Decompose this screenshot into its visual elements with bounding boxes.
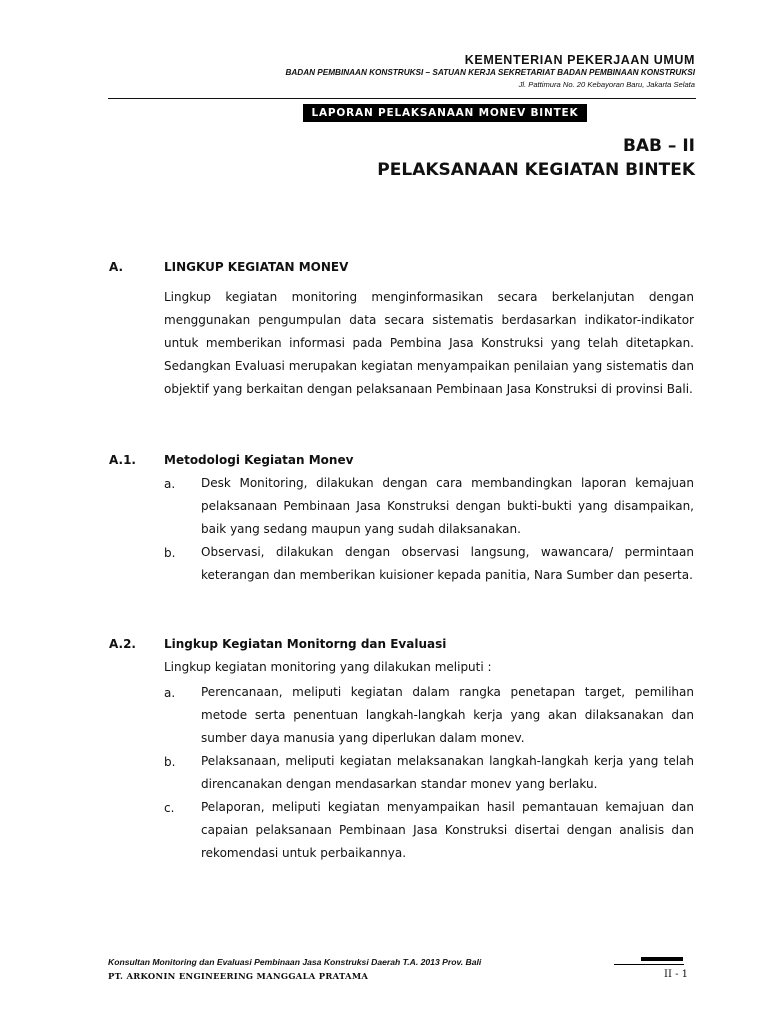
list-item: Perencanaan, meliputi kegiatan dalam rangka penetapan target, pemilihan metode serta penentuan langkah-langkah kerja yang akan dilaksanakan dan sumber daya manusia yang diperlukan dalam monev.: [201, 685, 694, 745]
list-marker: c.: [164, 801, 175, 815]
section-a-number: A.: [109, 260, 124, 274]
section-a2-number: A.2.: [109, 637, 136, 651]
list-marker: a.: [164, 686, 176, 700]
section-a-title: LINGKUP KEGIATAN MONEV: [164, 260, 349, 274]
list-marker: b.: [164, 546, 176, 560]
section-a-body: Lingkup kegiatan monitoring menginformasikan secara berkelanjutan dengan menggunakan pengumpulan data secara sistematis berdasarkan indikator-indikator untuk memberikan informasi pada Pembina Jasa Konstruksi yang telah ditetapkan. Sedangkan Evaluasi merupakan kegiatan menyampaikan penilaian yang sistematis dan objektif yang berkaitan dengan pelaksanaan Pembinaan Jasa Konstruksi di provinsi Bali.: [164, 290, 694, 396]
list-item: Pelaksanaan, meliputi kegiatan melaksanakan langkah-langkah kerja yang telah direncanakan dengan mendasarkan standar monev yang berlaku.: [201, 754, 694, 791]
header-divider: [108, 98, 696, 99]
list-item: Desk Monitoring, dilakukan dengan cara membandingkan laporan kemajuan pelaksanaan Pembinaan Jasa Konstruksi dengan bukti-bukti yang disampaikan, baik yang sedang maupun yang sudah dilaksanakan.: [201, 476, 694, 536]
ministry-name: KEMENTERIAN PEKERJAAN UMUM: [464, 53, 695, 67]
section-a2-intro: Lingkup kegiatan monitoring yang dilakukan meliputi :: [164, 660, 492, 674]
section-a1-title: Metodologi Kegiatan Monev: [164, 453, 354, 467]
agency-name: BADAN PEMBINAAN KONSTRUKSI – SATUAN KERJA SEKRETARIAT BADAN PEMBINAAN KONSTRUKSI: [285, 68, 695, 77]
footer-company: PT. ARKONIN ENGINEERING MANGGALA PRATAMA: [108, 971, 369, 981]
list-marker: a.: [164, 477, 176, 491]
page-number: II - 1: [664, 969, 688, 980]
chapter-number: BAB – II: [622, 136, 695, 156]
list-marker: b.: [164, 755, 176, 769]
chapter-title: PELAKSANAAN KEGIATAN BINTEK: [377, 160, 695, 180]
footer-project: Konsultan Monitoring dan Evaluasi Pembinaan Jasa Konstruksi Daerah T.A. 2013 Prov. Bali: [108, 957, 482, 967]
list-item: Pelaporan, meliputi kegiatan menyampaikan hasil pemantauan kemajuan dan capaian pelaksanaan Pembinaan Jasa Konstruksi disertai dengan analisis dan rekomendasi untuk perbaikannya.: [201, 800, 694, 860]
footer-rule-thick: [641, 957, 683, 961]
list-item: Observasi, dilakukan dengan observasi langsung, wawancara/ permintaan keterangan dan memberikan kuisioner kepada panitia, Nara Sumber dan peserta.: [201, 545, 694, 582]
section-a1-number: A.1.: [109, 453, 136, 467]
section-a2-title: Lingkup Kegiatan Monitorng dan Evaluasi: [164, 637, 447, 651]
footer-rule-thin: [614, 964, 684, 965]
agency-address: Jl. Pattimura No. 20 Kebayoran Baru, Jakarta Selata: [518, 80, 695, 89]
report-label-banner: LAPORAN PELAKSANAAN MONEV BINTEK: [303, 104, 587, 122]
